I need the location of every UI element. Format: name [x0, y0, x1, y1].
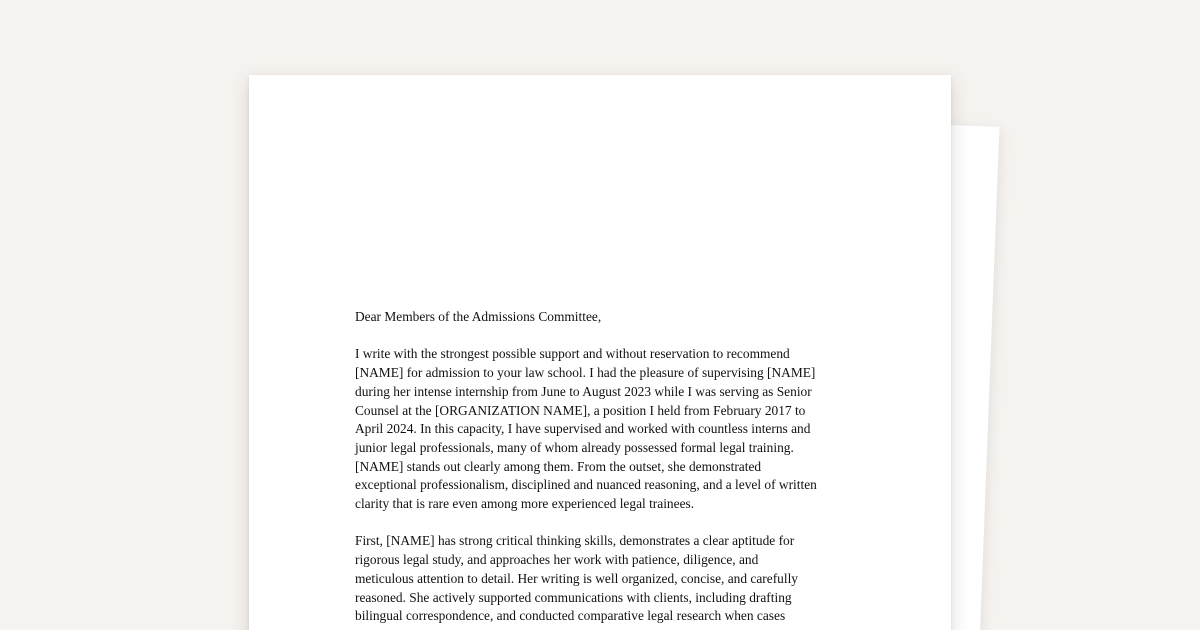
letter-salutation: Dear Members of the Admissions Committee, — [355, 309, 602, 324]
letter-page — [249, 75, 951, 630]
letter-paragraph-1: I write with the strongest possible support and without reservation to recommend [NAME] for admission to your law school. I had the pleasure of supervising [NAME] during her intense internship from June to August 2023 while I was serving as Senior Counsel at the [ORGANIZATION NAME], a position I held from February 2017 to April 2024. In this capacity, I have supervised and worked with countless interns and junior legal professionals, many of whom already possessed formal legal training. [NAME] stands out clearly among them. From the outset, she demonstrated exceptional professionalism, disciplined and nuanced reasoning, and a level of written clarity that is rare even among more experienced legal trainees. — [355, 346, 817, 512]
recommendation-letter-body — [355, 308, 847, 630]
letter-paragraph-2: First, [NAME] has strong critical thinking skills, demonstrates a clear aptitude for rigorous legal study, and approaches her work with patience, diligence, and meticulous attention to detail. Her writing is well organized, concise, and carefully reasoned. She actively supported communications with clients, including drafting bilingual correspondence, and conducted comparative legal research when cases — [355, 533, 798, 624]
